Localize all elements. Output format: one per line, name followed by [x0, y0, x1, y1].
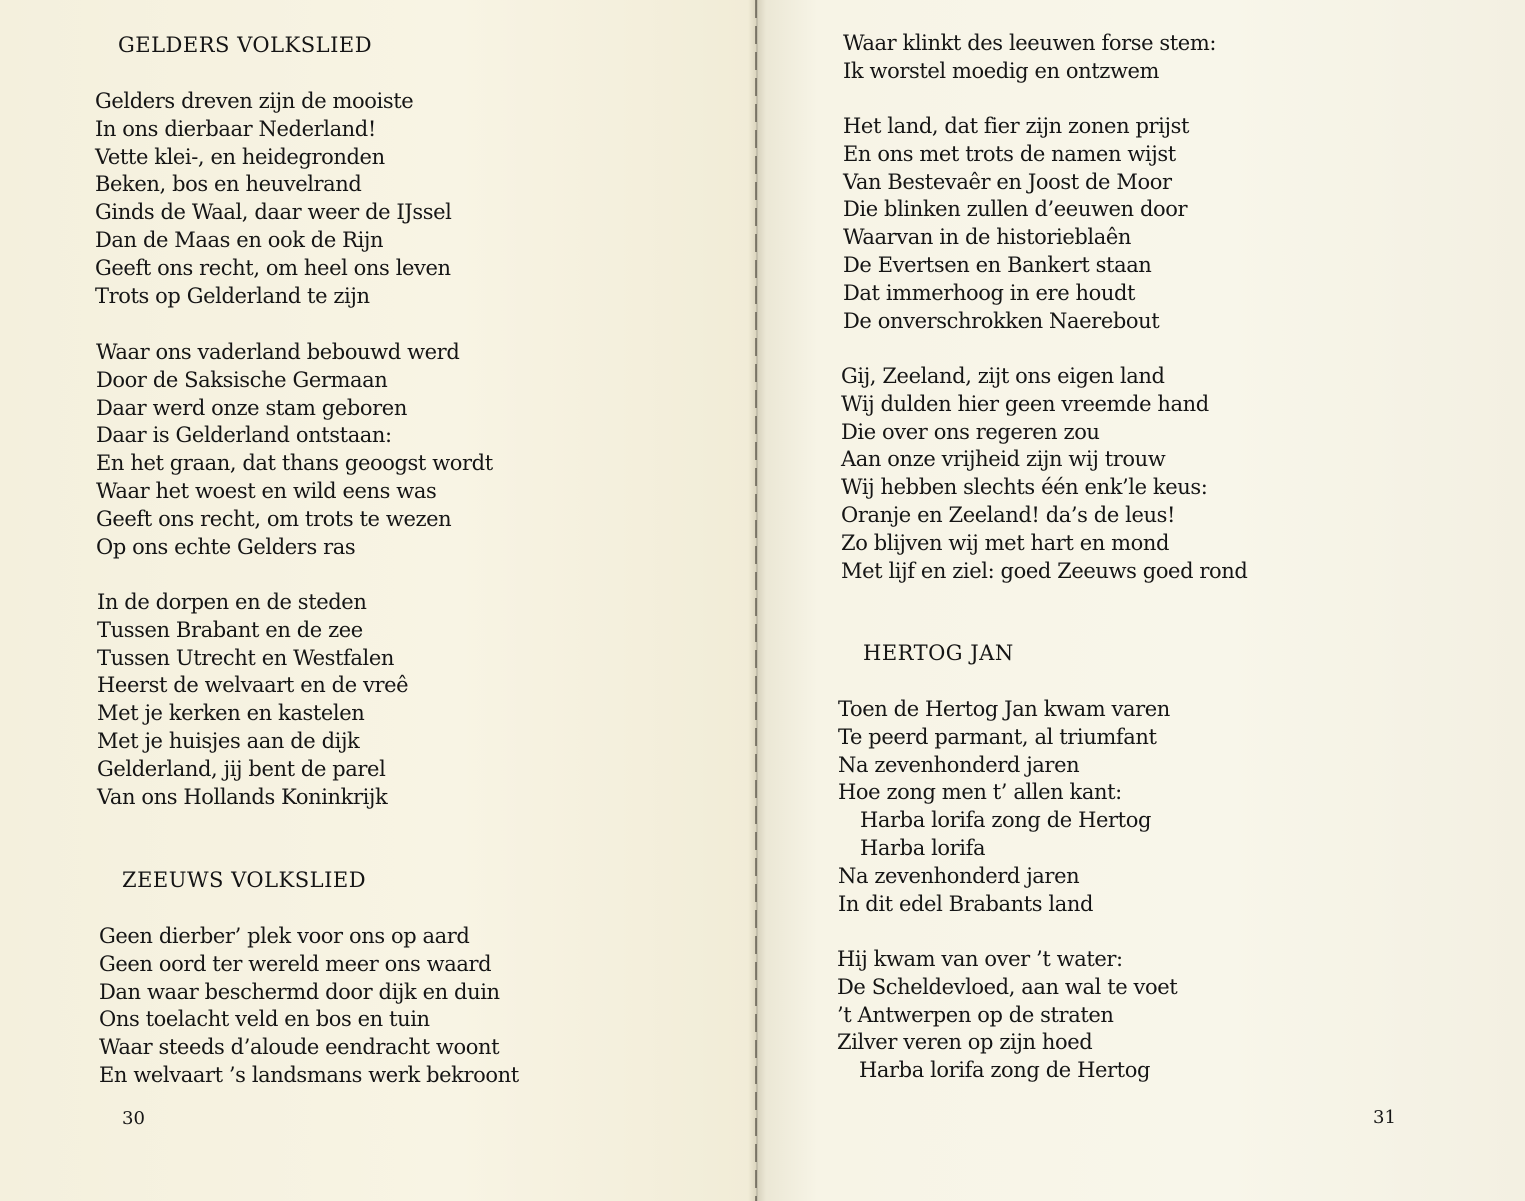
verse-line: En welvaart ’s landsmans werk bekroont	[99, 1062, 519, 1087]
left-page	[0, 0, 756, 1201]
verse-line: Ons toelacht veld en bos en tuin	[99, 1007, 430, 1032]
verse-line: Waar ons vaderland bebouwd werd	[96, 340, 460, 364]
verse-line: Gelderland, jij bent de parel	[97, 756, 386, 781]
verse-line: Harba lorifa zong de Hertog	[859, 1058, 1150, 1083]
verse-line: Harba lorifa zong de Hertog	[860, 808, 1151, 833]
verse-line: Vette klei-, en heidegronden	[95, 144, 385, 169]
verse-line: Het land, dat fier zijn zonen prijst	[843, 114, 1189, 138]
page-number-right: 31	[1373, 1107, 1396, 1128]
verse-line: Zilver veren op zijn hoed	[837, 1030, 1093, 1055]
verse-line: Met je huisjes aan de dijk	[97, 728, 360, 753]
verse-line: In de dorpen en de steden	[97, 590, 367, 614]
verse-line: Geeft ons recht, om heel ons leven	[95, 255, 451, 280]
hertog-jan-stanza-1	[838, 696, 1170, 918]
zeeuws-continued-stanza-1	[843, 30, 1216, 86]
verse-line: Te peerd parmant, al triumfant	[838, 724, 1157, 749]
zeeuws-continued-stanza-2	[843, 113, 1189, 335]
binding-stitch	[755, 0, 757, 1201]
verse-line: Die over ons regeren zou	[841, 419, 1100, 444]
verse-line: Waar het woest en wild eens was	[96, 478, 437, 503]
verse-line: In dit edel Brabants land	[838, 891, 1094, 916]
book-gutter	[748, 0, 766, 1201]
verse-line: Wij hebben slechts één enk’le keus:	[841, 475, 1208, 500]
verse-line: Aan onze vrijheid zijn wij trouw	[841, 447, 1166, 472]
verse-line: Gij, Zeeland, zijt ons eigen land	[841, 364, 1165, 388]
verse-line: Van Bestevaêr en Joost de Moor	[843, 169, 1172, 194]
gelders-stanza-1	[95, 88, 451, 310]
hertog-jan-stanza-2	[837, 946, 1177, 1085]
verse-line: Dan de Maas en ook de Rijn	[95, 227, 384, 252]
verse-line: Daar is Gelderland ontstaan:	[96, 423, 392, 448]
verse-line: Geen dierber’ plek voor ons op aard	[99, 924, 470, 948]
verse-line: Na zevenhonderd jaren	[838, 752, 1080, 777]
hertog-jan-title: HERTOG JAN	[863, 641, 1014, 665]
verse-line: Waarvan in de historieblaên	[843, 225, 1131, 250]
zeeuws-stanza-1	[99, 923, 519, 1090]
verse-line: Geeft ons recht, om trots te wezen	[96, 506, 452, 531]
zeeuws-continued-stanza-3	[841, 363, 1247, 585]
verse-line: Tussen Utrecht en Westfalen	[97, 645, 395, 670]
zeeuws-volkslied-title: ZEEUWS VOLKSLIED	[122, 868, 367, 892]
gelders-stanza-2	[96, 339, 493, 561]
verse-line: Trots op Gelderland te zijn	[95, 283, 370, 308]
verse-line: Na zevenhonderd jaren	[838, 863, 1080, 888]
verse-line: De onverschrokken Naerebout	[843, 308, 1160, 333]
verse-line: Heerst de welvaart en de vreê	[97, 673, 409, 698]
verse-line: Op ons echte Gelders ras	[96, 534, 356, 559]
verse-line: Waar klinkt des leeuwen forse stem:	[843, 31, 1217, 55]
verse-line: Door de Saksische Germaan	[96, 367, 388, 392]
verse-line: Oranje en Zeeland! da’s de leus!	[841, 502, 1176, 527]
verse-line: Beken, bos en heuvelrand	[95, 172, 362, 197]
verse-line: Geen oord ter wereld meer ons waard	[99, 951, 492, 976]
verse-line: Ik worstel moedig en ontzwem	[843, 58, 1160, 83]
verse-line: Met je kerken en kastelen	[97, 701, 365, 726]
verse-line: Hij kwam van over ’t water:	[837, 947, 1123, 971]
right-page	[756, 0, 1525, 1201]
verse-line: Zo blijven wij met hart en mond	[841, 530, 1170, 555]
verse-line: Harba lorifa	[860, 835, 986, 860]
verse-line: In ons dierbaar Nederland!	[95, 116, 376, 141]
verse-line: En ons met trots de namen wijst	[843, 141, 1176, 166]
gelders-stanza-3	[97, 589, 408, 811]
verse-line: Dat immerhoog in ere houdt	[843, 280, 1136, 305]
verse-line: Daar werd onze stam geboren	[96, 395, 407, 420]
verse-line: Die blinken zullen d’eeuwen door	[843, 197, 1188, 222]
page-number-left: 30	[122, 1108, 145, 1129]
verse-line: De Evertsen en Bankert staan	[843, 252, 1152, 277]
verse-line: Hoe zong men t’ allen kant:	[838, 780, 1122, 805]
verse-line: ’t Antwerpen op de straten	[837, 1002, 1114, 1027]
verse-line: Waar steeds d’aloude eendracht woont	[99, 1035, 500, 1060]
verse-line: En het graan, dat thans geoogst wordt	[96, 451, 493, 476]
verse-line: Tussen Brabant en de zee	[97, 617, 363, 642]
verse-line: Toen de Hertog Jan kwam varen	[838, 697, 1170, 721]
verse-line: Van ons Hollands Koninkrijk	[97, 784, 388, 809]
verse-line: De Scheldevloed, aan wal te voet	[837, 974, 1178, 999]
verse-line: Dan waar beschermd door dijk en duin	[99, 979, 500, 1004]
gelders-volkslied-title: GELDERS VOLKSLIED	[118, 33, 373, 57]
verse-line: Wij dulden hier geen vreemde hand	[841, 391, 1209, 416]
verse-line: Ginds de Waal, daar weer de IJssel	[95, 200, 452, 225]
verse-line: Met lijf en ziel: goed Zeeuws goed rond	[841, 558, 1248, 583]
verse-line: Gelders dreven zijn de mooiste	[95, 89, 414, 113]
